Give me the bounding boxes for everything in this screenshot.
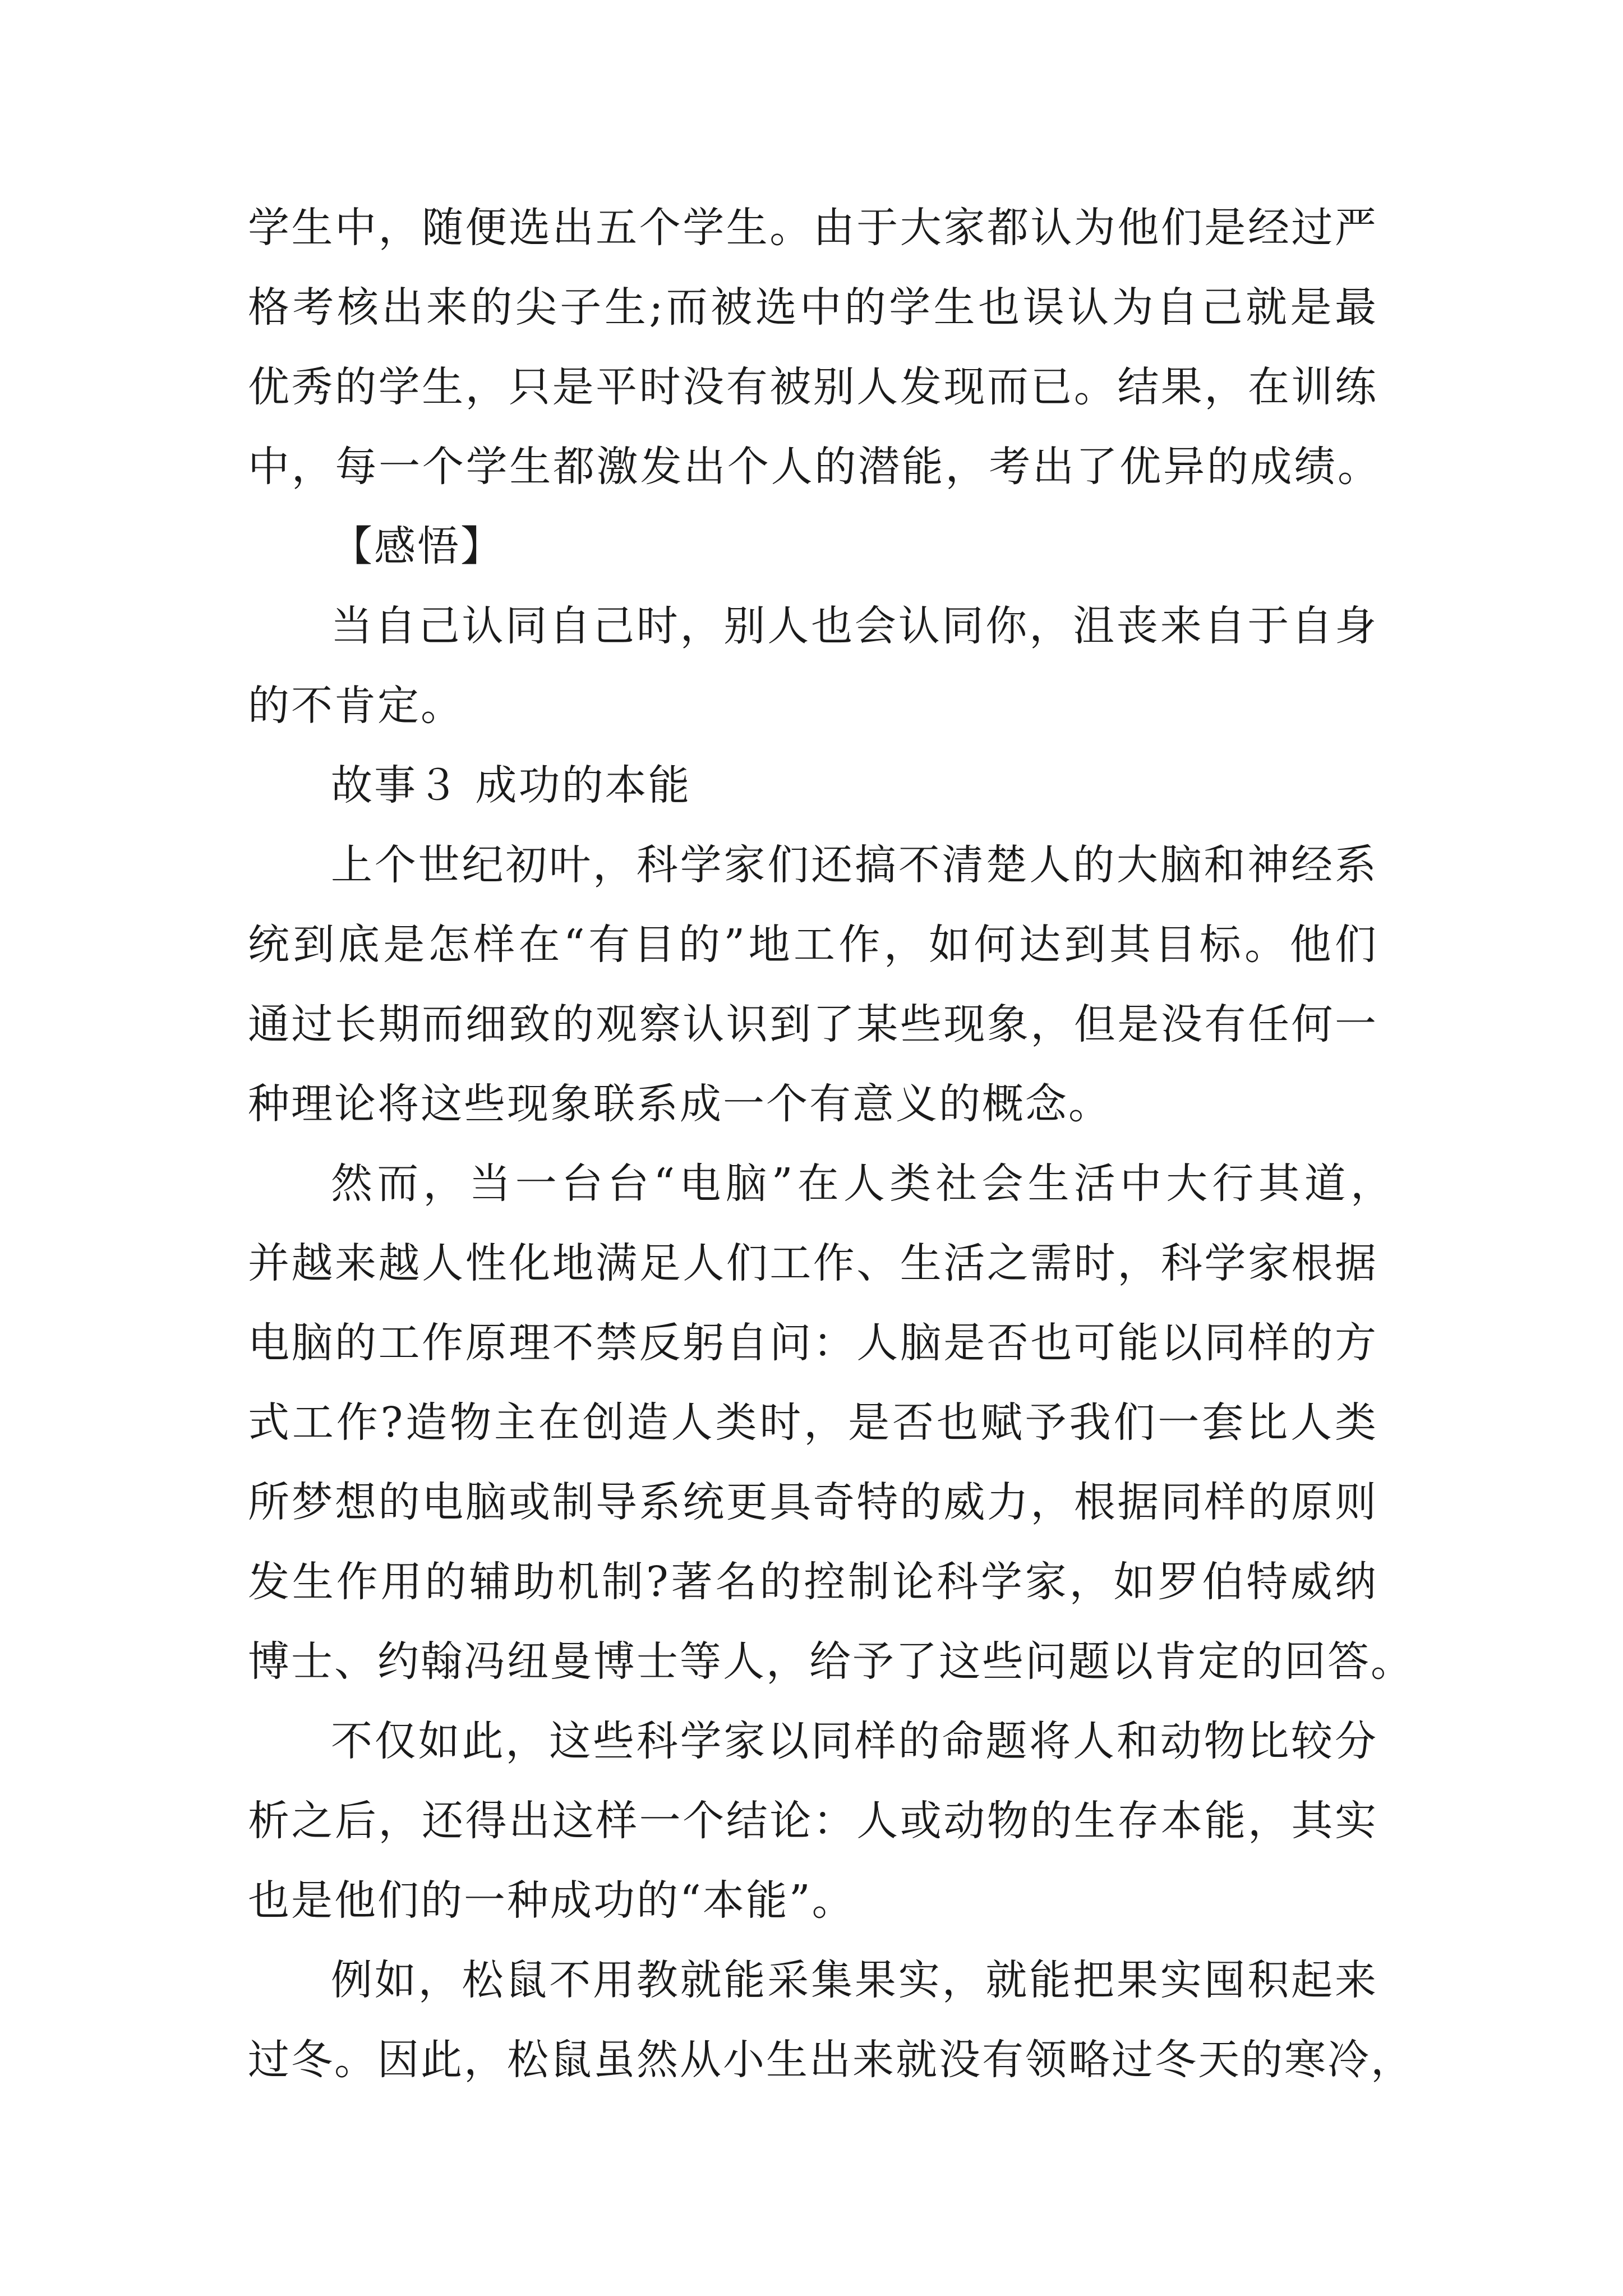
text-line: 式工作?造物主在创造人类时，是否也赋予我们一套比人类 bbox=[248, 1398, 1378, 1447]
text-line: 中，每一个学生都激发出个人的潜能，考出了优异的成绩。 bbox=[248, 443, 1381, 491]
text-line: 析之后，还得出这样一个结论：人或动物的生存本能，其实 bbox=[248, 1797, 1378, 1845]
text-line: 统到底是怎样在“有目的”地工作，如何达到其目标。他们 bbox=[248, 921, 1378, 969]
text-line: 所梦想的电脑或制导系统更具奇特的威力，根据同样的原则 bbox=[248, 1478, 1378, 1526]
text-line: 博士、约翰冯纽曼博士等人，给予了这些问题以肯定的回答。 bbox=[248, 1637, 1414, 1686]
text-line: 优秀的学生，只是平时没有被别人发现而已。结果，在训练 bbox=[248, 363, 1378, 411]
text-line: 上个世纪初叶，科学家们还搞不清楚人的大脑和神经系 bbox=[331, 841, 1378, 889]
text-line: 发生作用的辅助机制?著名的控制论科学家，如罗伯特威纳 bbox=[248, 1558, 1378, 1606]
text-line: 当自己认同自己时，别人也会认同你，沮丧来自于自身 bbox=[331, 602, 1378, 650]
text-line: 通过长期而细致的观察认识到了某些现象，但是没有任何一 bbox=[248, 1000, 1378, 1048]
text-line: 然而，当一台台“电脑”在人类社会生活中大行其道， bbox=[331, 1159, 1394, 1208]
text-line: 种理论将这些现象联系成一个有意义的概念。 bbox=[248, 1080, 1112, 1128]
text-line: 的不肯定。 bbox=[248, 682, 464, 730]
text-line: 过冬。因此，松鼠虽然从小生出来就没有领略过冬天的寒冷， bbox=[248, 2036, 1414, 2084]
text-line: 格考核出来的尖子生;而被选中的学生也误认为自己就是最 bbox=[248, 283, 1378, 332]
section-heading: 【感悟】 bbox=[331, 522, 504, 570]
text-line: 电脑的工作原理不禁反躬自问：人脑是否也可能以同样的方 bbox=[248, 1319, 1378, 1367]
text-line: 也是他们的一种成功的“本能”。 bbox=[248, 1876, 855, 1925]
text-line: 并越来越人性化地满足人们工作、生活之需时，科学家根据 bbox=[248, 1239, 1378, 1287]
text-line: 学生中，随便选出五个学生。由于大家都认为他们是经过严 bbox=[248, 204, 1378, 252]
story-title: 故事３ 成功的本能 bbox=[331, 761, 691, 809]
text-line: 例如，松鼠不用教就能采集果实，就能把果实囤积起来 bbox=[331, 1956, 1378, 2004]
text-line: 不仅如此，这些科学家以同样的命题将人和动物比较分 bbox=[331, 1717, 1378, 1765]
